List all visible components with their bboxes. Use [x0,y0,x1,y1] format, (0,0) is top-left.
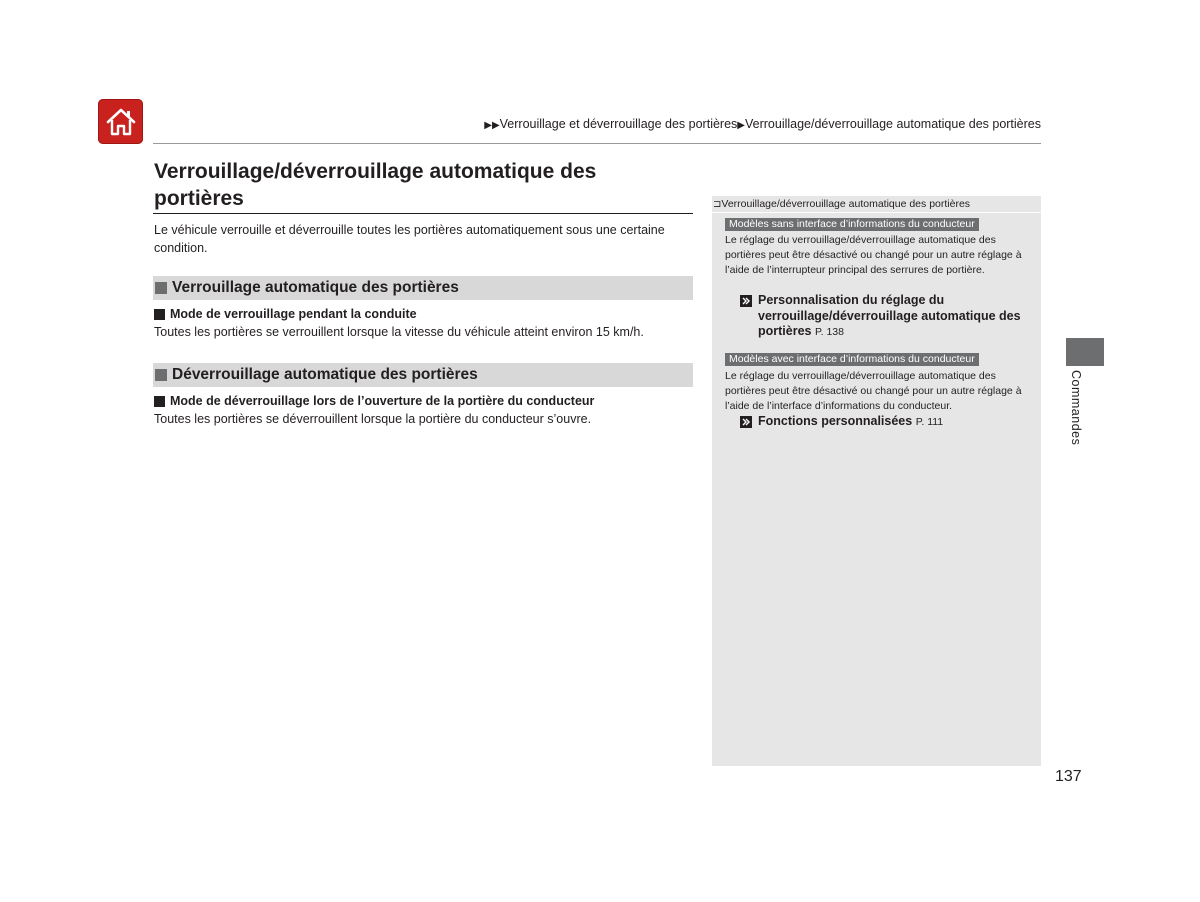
side-notes-panel [712,196,1041,766]
breadcrumb-arrows: ▶▶ [484,120,500,131]
side-note-text: Le réglage du verrouillage/déverrouillage automatique des portières peut être désactivé ou changé pour un autre réglage à l’aide de l’interrupteur principal des serrures de portière. [725,234,1022,277]
model-tag-with-interface: Modèles avec interface d’informations du conducteur [725,353,979,366]
subheading-label: Mode de déverrouillage lors de l’ouverture de la portière du conducteur [170,394,595,408]
reference-label: Fonctions personnalisées [758,414,913,428]
page-number: 137 [1055,768,1082,785]
home-button[interactable] [98,99,143,144]
subheading-driving-lock [154,307,417,321]
side-heading-marker: ⊐ [713,199,722,210]
reference-label: Personnalisation du réglage du verrouillage/déverrouillage automatique des portières [758,293,1021,338]
breadcrumb [484,117,1041,131]
header-divider [153,143,1041,144]
subheading-door-unlock [154,394,594,408]
subheading-label: Mode de verrouillage pendant la conduite [170,307,417,321]
section-square-icon [155,369,167,381]
intro-text: Le véhicule verrouille et déverrouille toutes les portières automatiquement sous une certaine condition. [154,223,665,255]
cross-reference-link[interactable] [740,293,1033,341]
page-title: Verrouillage/déverrouillage automatique des portières [154,160,597,210]
breadcrumb-separator: ▶ [737,120,745,131]
chapter-tab-marker[interactable] [1066,338,1104,366]
reference-page: P. 138 [814,326,844,338]
section-square-icon [155,282,167,294]
section-heading-label: Déverrouillage automatique des portières [172,366,478,383]
reference-page: P. 111 [915,416,944,428]
home-icon [105,107,137,137]
subheading-square-icon [154,309,165,320]
section-text-auto-unlock: Toutes les portières se déverrouillent lorsque la portière du conducteur s’ouvre. [154,412,592,426]
breadcrumb-current: Verrouillage/déverrouillage automatique des portières [744,117,1041,131]
subheading-square-icon [154,396,165,407]
breadcrumb-link-section[interactable]: Verrouillage et déverrouillage des portières [499,117,738,131]
title-divider [153,213,693,214]
chapter-tab-label: Commandes [1069,370,1083,446]
cross-reference-link[interactable] [740,414,943,431]
section-heading-auto-unlock [153,363,693,387]
side-panel-divider [712,212,1041,213]
side-note-text: Le réglage du verrouillage/déverrouillage automatique des portières peut être désactivé ou changé pour un autre réglage à l’aide de l’interface d’informations du conducteur. [725,370,1022,413]
reference-arrow-icon [740,416,752,428]
model-tag-without-interface: Modèles sans interface d’informations du conducteur [725,218,979,231]
section-heading-auto-lock [153,276,693,300]
side-heading-label: Verrouillage/déverrouillage automatique des portières [721,198,971,210]
section-text-auto-lock: Toutes les portières se verrouillent lorsque la vitesse du véhicule atteint environ 15 km/h. [154,325,644,339]
side-panel-heading [713,198,970,210]
section-heading-label: Verrouillage automatique des portières [172,279,459,296]
reference-arrow-icon [740,295,752,307]
